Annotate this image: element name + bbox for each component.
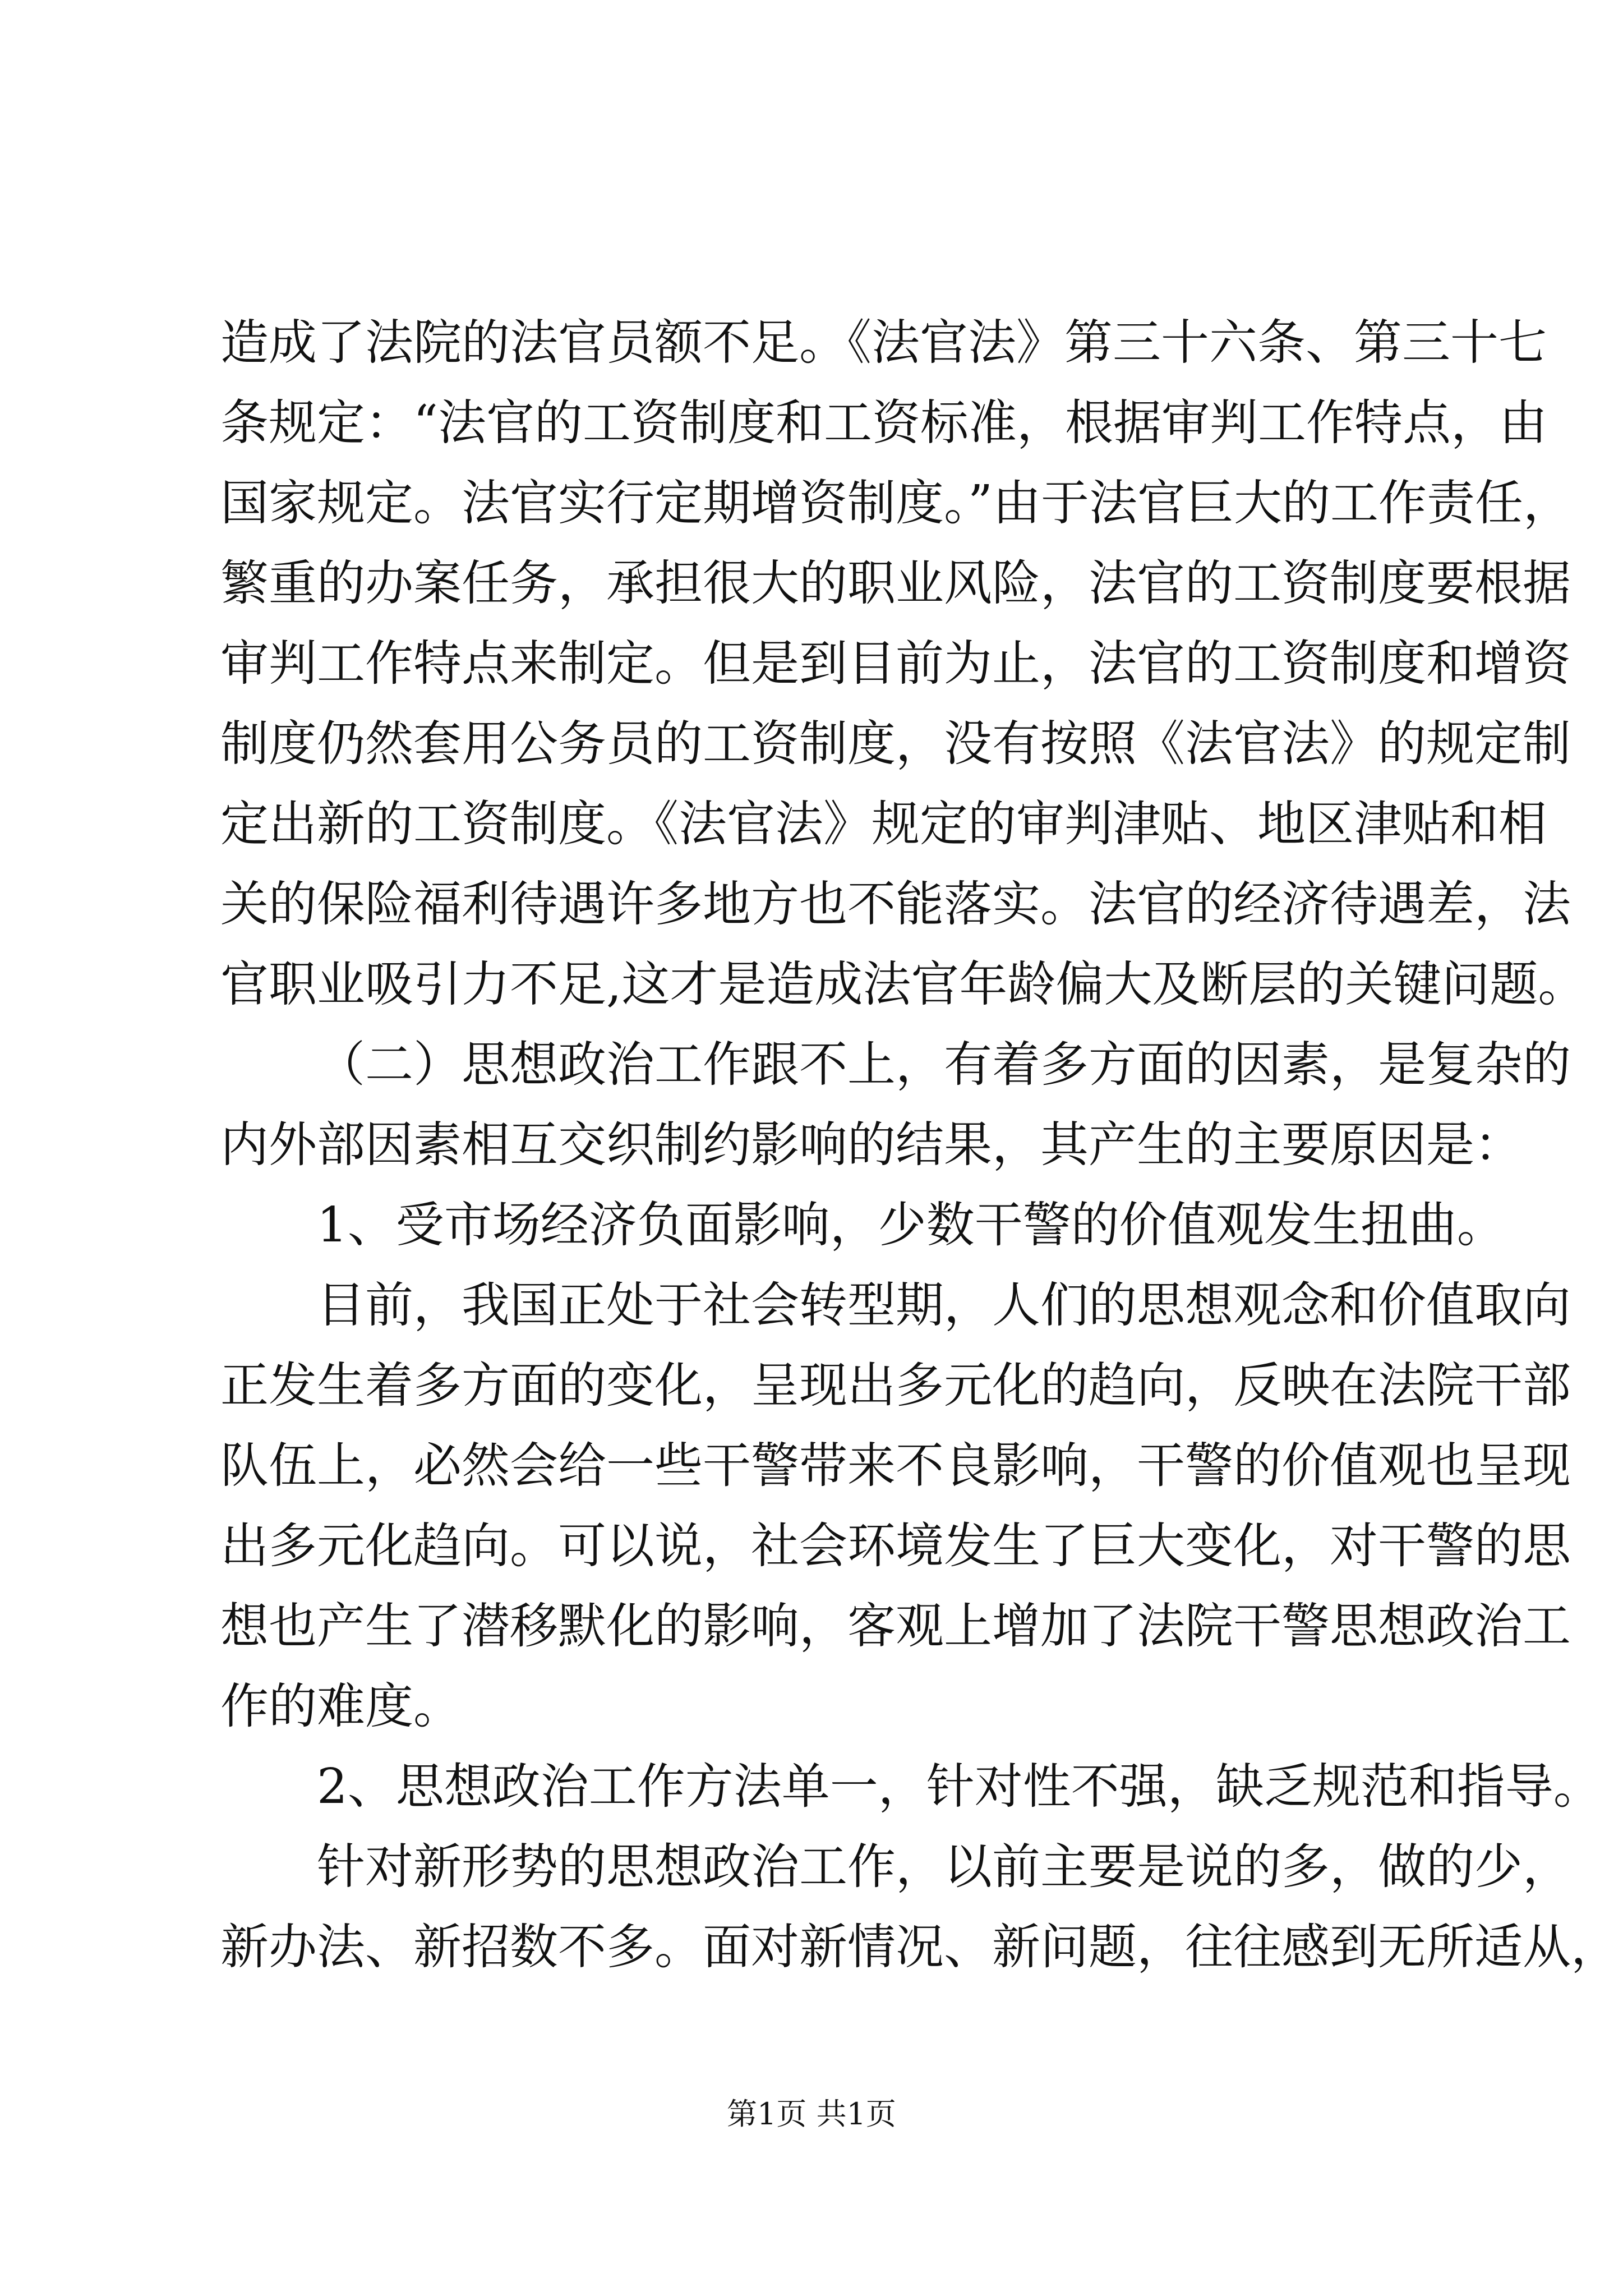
paragraph-line: 官职业吸引力不足,这才是造成法官年龄偏大及断层的关键问题。 xyxy=(220,956,1587,1013)
paragraph-line: 作的难度。 xyxy=(220,1678,462,1734)
paragraph-line: 造成了法院的法官员额不足。《法官法》第三十六条、第三十七 xyxy=(220,315,1547,371)
paragraph-line: 制度仍然套用公务员的工资制度，没有按照《法官法》的规定制 xyxy=(220,716,1571,772)
paragraph-line: 针对新形势的思想政治工作，以前主要是说的多，做的少， xyxy=(317,1839,1571,1895)
paragraph-line: 条规定：“法官的工资制度和工资标准，根据审判工作特点，由 xyxy=(220,395,1547,451)
paragraph-line: 想也产生了潜移默化的影响，客观上增加了法院干警思想政治工 xyxy=(220,1598,1571,1654)
paragraph-line: 定出新的工资制度。《法官法》规定的审判津贴、地区津贴和相 xyxy=(220,796,1547,852)
paragraph-line: 1、受市场经济负面影响，少数干警的价值观发生扭曲。 xyxy=(317,1197,1505,1253)
paragraph-line: 内外部因素相互交织制约影响的结果，其产生的主要原因是： xyxy=(220,1117,1523,1173)
page-footer: 第1页 共1页 xyxy=(727,2096,896,2132)
paragraph-line: 繁重的办案任务，承担很大的职业风险，法官的工资制度要根据 xyxy=(220,555,1571,611)
paragraph-line: 目前，我国正处于社会转型期，人们的思想观念和价值取向 xyxy=(317,1277,1571,1333)
paragraph-line: 审判工作特点来制定。但是到目前为止，法官的工资制度和增资 xyxy=(220,636,1571,692)
paragraph-line: 新办法、新招数不多。面对新情况、新问题，往往感到无所适从， xyxy=(220,1919,1619,1975)
paragraph-line: 国家规定。法官实行定期增资制度。”由于法官巨大的工作责任， xyxy=(220,475,1571,531)
paragraph-line: 出多元化趋向。可以说，社会环境发生了巨大变化，对干警的思 xyxy=(220,1518,1571,1574)
paragraph-line: 关的保险福利待遇许多地方也不能落实。法官的经济待遇差，法 xyxy=(220,876,1571,932)
paragraph-line: 队伍上，必然会给一些干警带来不良影响，干警的价值观也呈现 xyxy=(220,1438,1571,1494)
body-text xyxy=(220,303,1619,1987)
paragraph-line: 正发生着多方面的变化，呈现出多元化的趋向，反映在法院干部 xyxy=(220,1358,1571,1414)
paragraph-line: （二）思想政治工作跟不上，有着多方面的因素，是复杂的 xyxy=(317,1037,1571,1093)
paragraph-line: 2、思想政治工作方法单一，针对性不强，缺乏规范和指导。 xyxy=(317,1759,1602,1815)
